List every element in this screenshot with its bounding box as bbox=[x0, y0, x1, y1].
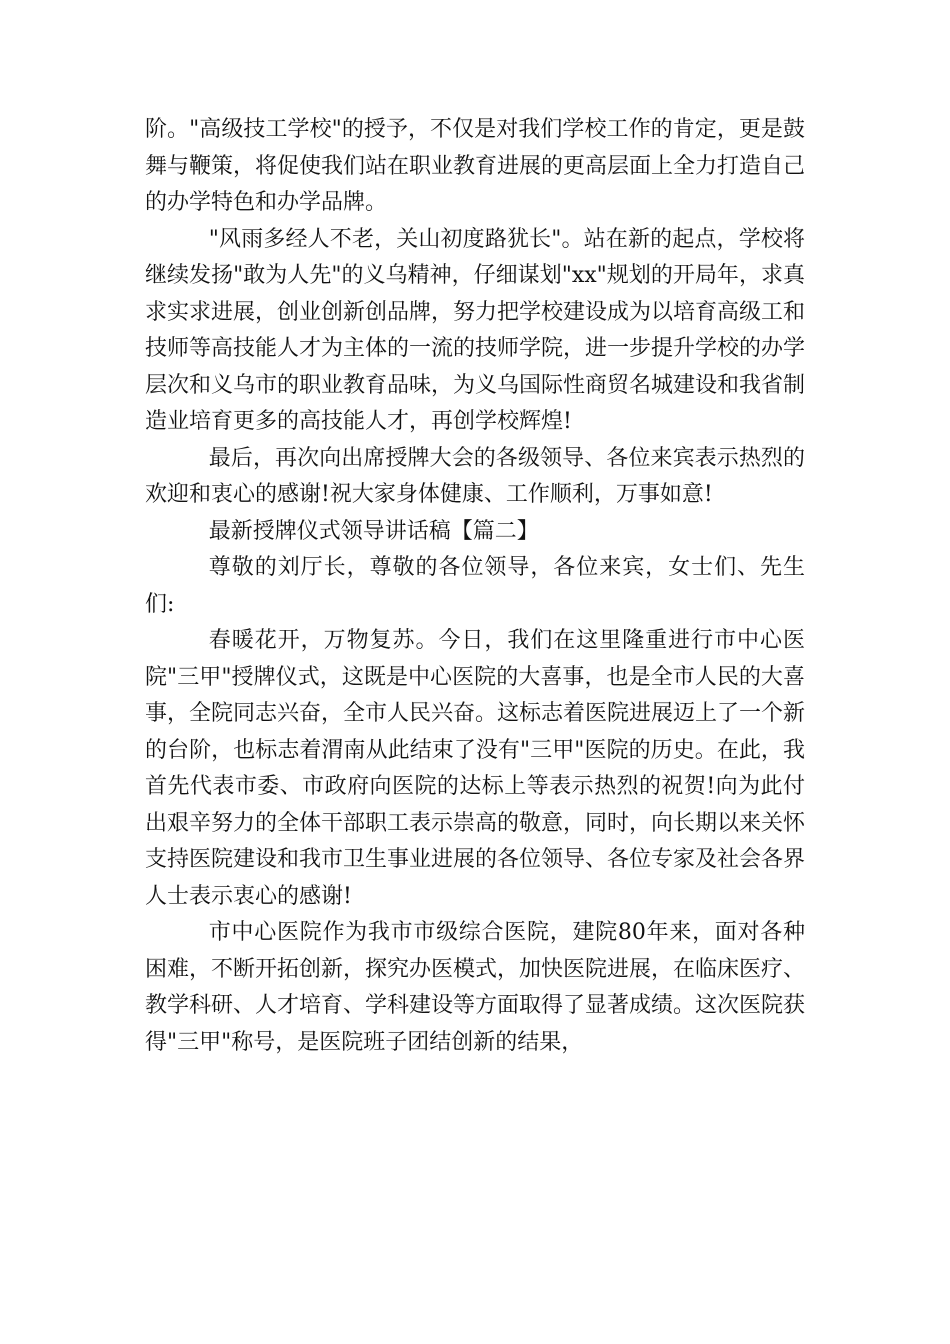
document-body bbox=[145, 112, 805, 1061]
paragraph: "风雨多经人不老，关山初度路犹长"。站在新的起点，学校将继续发扬"敢为人先"的义乌精神，仔细谋划"xx"规划的开局年，求真求实求进展，创业创新创品牌，努力把学校建设成为以培育高级工和技师等高技能人才为主体的一流的技师学院，进一步提升学校的办学层次和义乌市的职业教育品味，为义乌国际性商贸名城建设和我省制造业培育更多的高技能人才，再创学校辉煌! bbox=[145, 226, 806, 434]
paragraph: 市中心医院作为我市市级综合医院，建院80年来，面对各种困难，不断开拓创新，探究办医模式，加快医院进展，在临床医疗、教学科研、人才培育、学科建设等方面取得了显著成绩。这次医院获得"三甲"称号，是医院班子团结创新的结果， bbox=[145, 920, 806, 1055]
paragraph: 春暖花开，万物复苏。今日，我们在这里隆重进行市中心医院"三甲"授牌仪式，这既是中心医院的大喜事，也是全市人民的大喜事，全院同志兴奋，全市人民兴奋。这标志着医院进展迈上了一个新的台阶，也标志着渭南从此结束了没有"三甲"医院的历史。在此，我首先代表市委、市政府向医院的达标上等表示热烈的祝贺!向为此付出艰辛努力的全体干部职工表示崇高的敬意，同时，向长期以来关怀支持医院建设和我市卫生事业进展的各位领导、各位专家及社会各界人士表示衷心的感谢! bbox=[145, 628, 806, 909]
paragraph-continued: 阶。"高级技工学校"的授予，不仅是对我们学校工作的肯定，更是鼓舞与鞭策，将促使我们站在职业教育进展的更高层面上全力打造自己的办学特色和办学品牌。 bbox=[145, 117, 806, 215]
paragraph: 最后，再次向出席授牌大会的各级领导、各位来宾表示热烈的欢迎和衷心的感谢!祝大家身体健康、工作顺利，万事如意! bbox=[145, 445, 805, 507]
section-heading: 最新授牌仪式领导讲话稿【篇二】 bbox=[208, 518, 539, 544]
salutation: 尊敬的刘厅长，尊敬的各位领导，各位来宾，女士们、先生们: bbox=[145, 555, 805, 617]
